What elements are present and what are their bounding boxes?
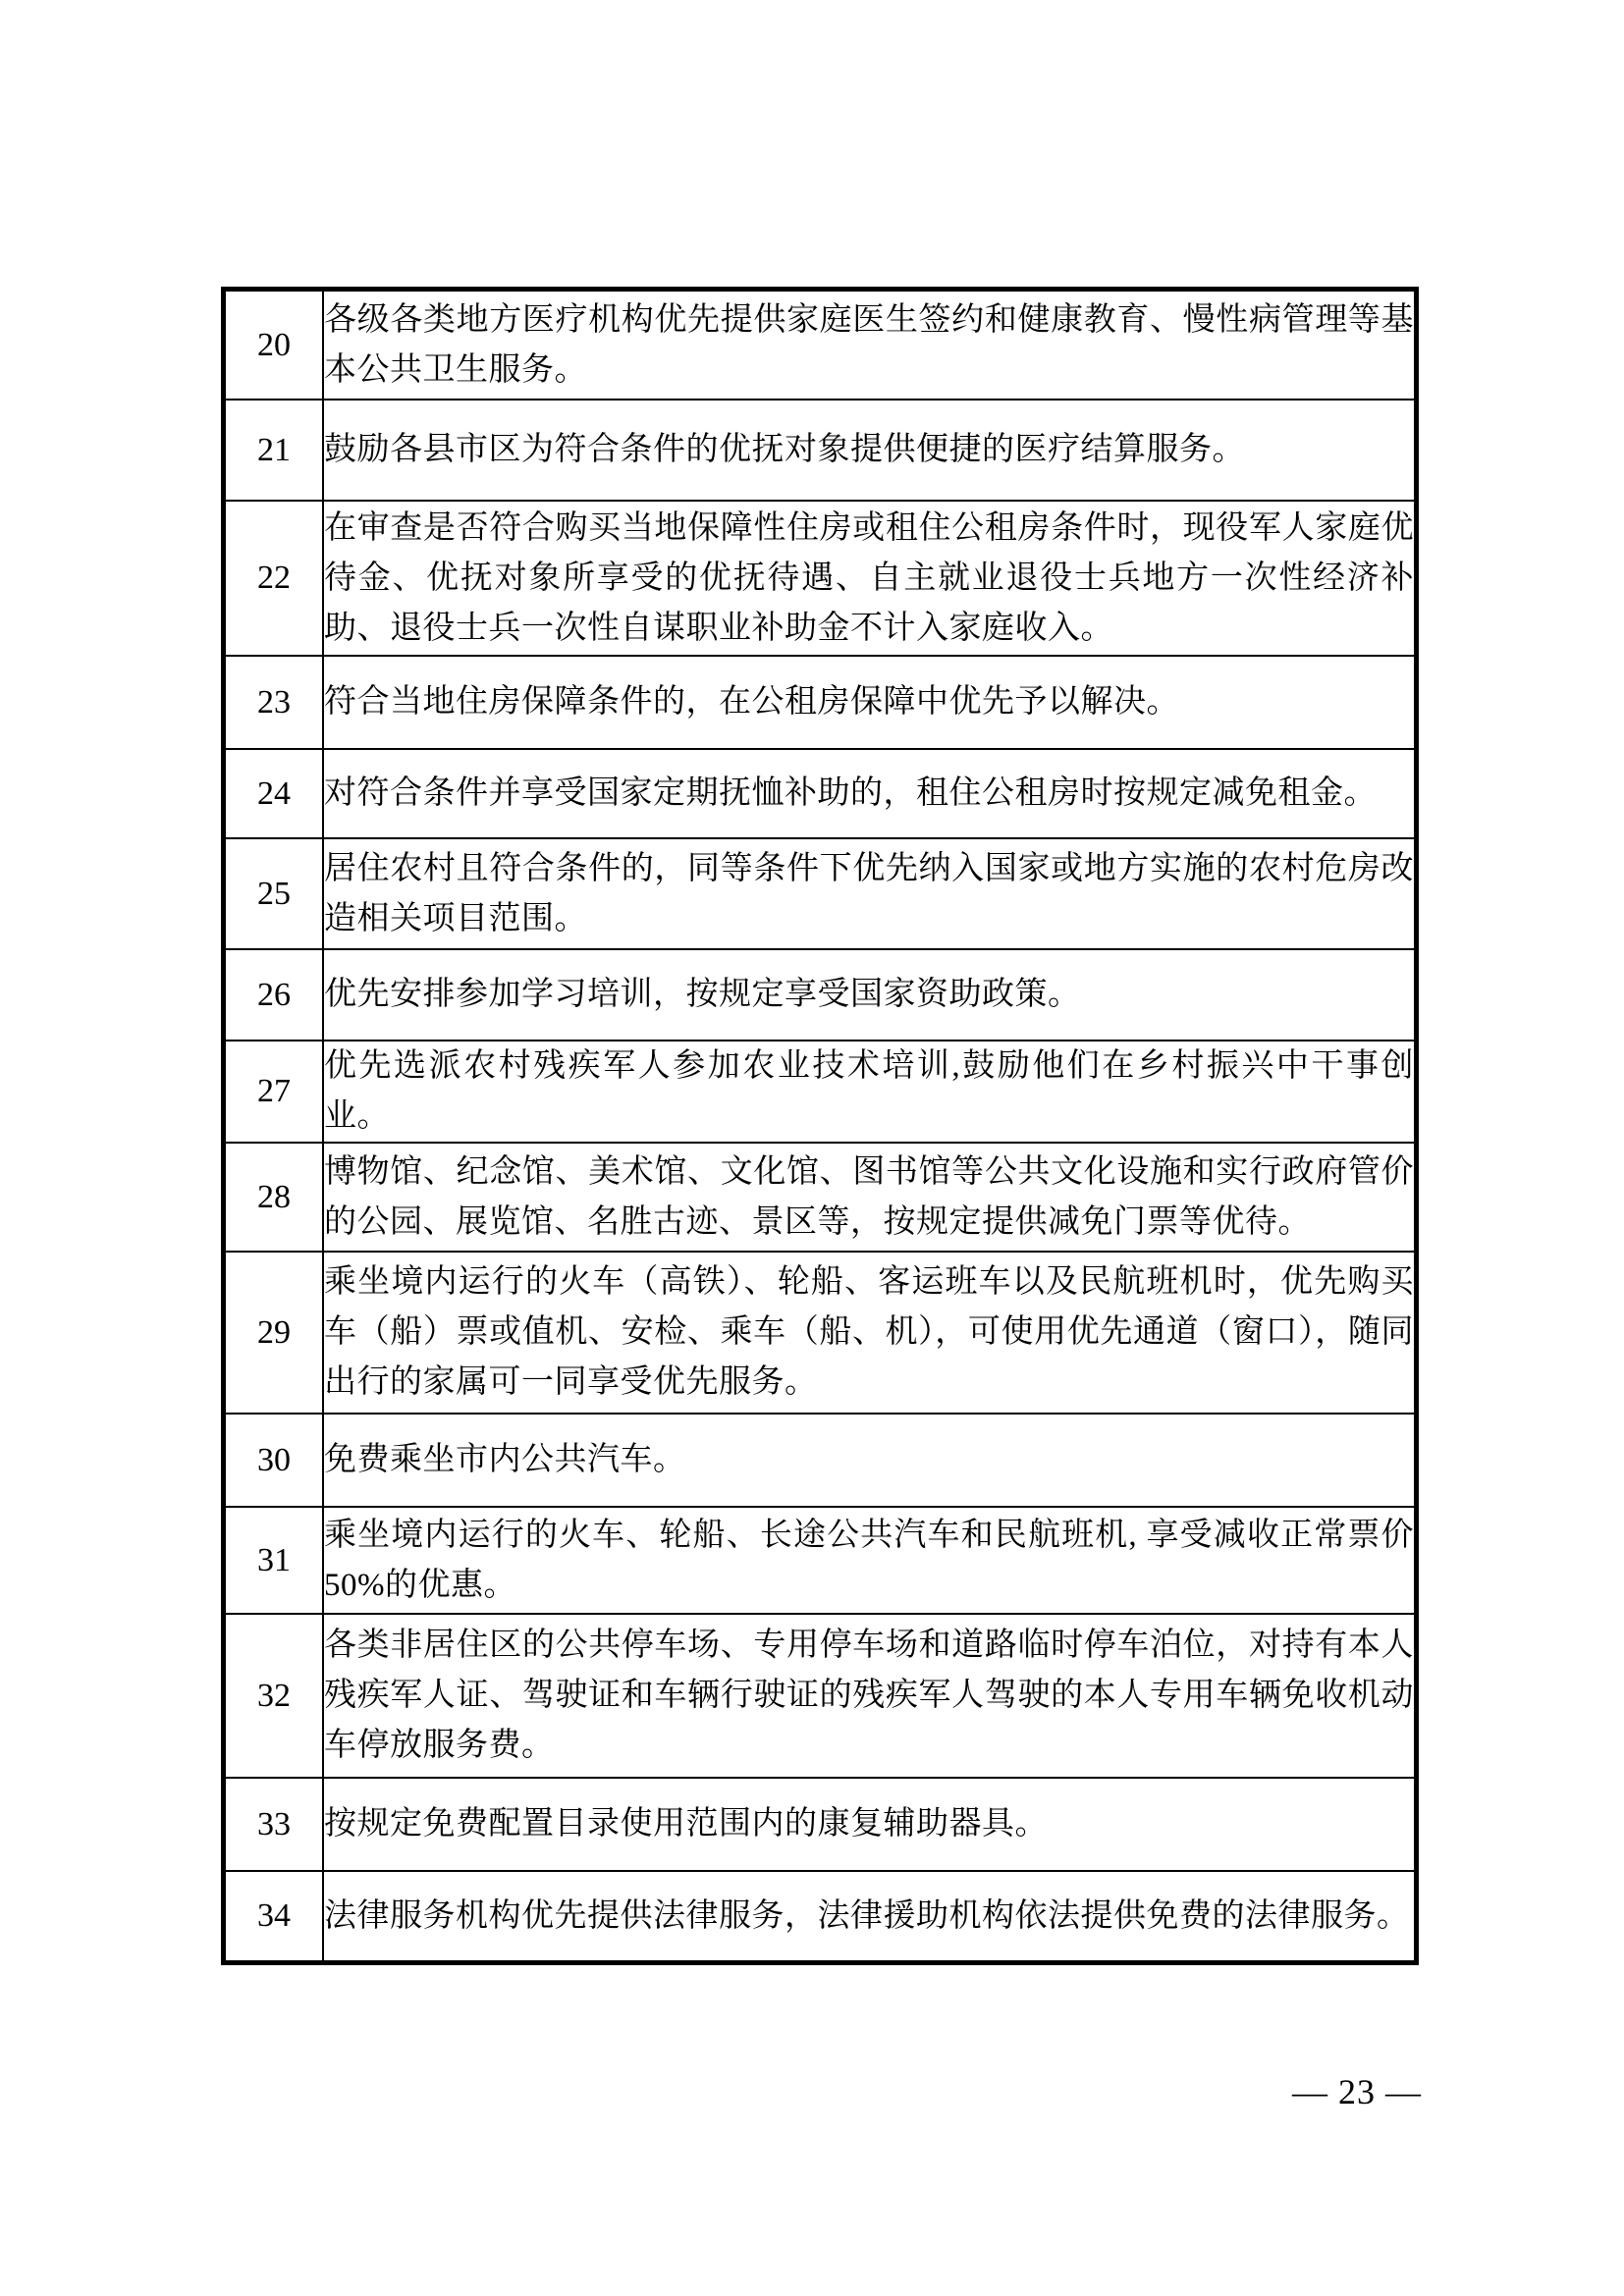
table-row (224, 656, 1417, 749)
row-text: 按规定免费配置目录使用范围内的康复辅助器具。 (323, 1778, 1417, 1871)
table-row (224, 1871, 1417, 1963)
row-number: 22 (224, 501, 324, 656)
row-text: 居住农村且符合条件的，同等条件下优先纳入国家或地方实施的农村危房改造相关项目范围。 (323, 838, 1417, 949)
row-number: 21 (224, 400, 324, 501)
row-number: 23 (224, 656, 324, 749)
row-number: 29 (224, 1252, 324, 1414)
row-number: 20 (224, 290, 324, 400)
table-row (224, 838, 1417, 949)
row-text: 在审查是否符合购买当地保障性住房或租住公租房条件时，现役军人家庭优待金、优抚对象所享受的优抚待遇、自主就业退役士兵地方一次性经济补助、退役士兵一次性自谋职业补助金不计入家庭收入。 (323, 501, 1417, 656)
row-text: 法律服务机构优先提供法律服务，法律援助机构依法提供免费的法律服务。 (323, 1871, 1417, 1963)
row-text: 各类非居住区的公共停车场、专用停车场和道路临时停车泊位，对持有本人残疾军人证、驾驶证和车辆行驶证的残疾军人驾驶的本人专用车辆免收机动车停放服务费。 (323, 1614, 1417, 1778)
benefits-table (221, 287, 1419, 1965)
table-row (224, 749, 1417, 838)
table-row (224, 501, 1417, 656)
row-number: 30 (224, 1414, 324, 1507)
table-row (224, 1252, 1417, 1414)
row-number: 26 (224, 949, 324, 1041)
table-row (224, 1507, 1417, 1614)
table-row (224, 400, 1417, 501)
row-text: 优先选派农村残疾军人参加农业技术培训,鼓励他们在乡村振兴中干事创业。 (323, 1041, 1417, 1143)
benefits-table-body (224, 290, 1417, 1963)
row-text: 符合当地住房保障条件的，在公租房保障中优先予以解决。 (323, 656, 1417, 749)
row-number: 27 (224, 1041, 324, 1143)
table-row (224, 1414, 1417, 1507)
table-row (224, 1041, 1417, 1143)
row-number: 34 (224, 1871, 324, 1963)
table-row (224, 1614, 1417, 1778)
row-text: 优先安排参加学习培训，按规定享受国家资助政策。 (323, 949, 1417, 1041)
page-number: — 23 — (1292, 2072, 1422, 2111)
table-row (224, 1778, 1417, 1871)
row-number: 24 (224, 749, 324, 838)
row-text: 乘坐境内运行的火车、轮船、长途公共汽车和民航班机, 享受减收正常票价 50%的优惠。 (323, 1507, 1417, 1614)
row-text: 鼓励各县市区为符合条件的优抚对象提供便捷的医疗结算服务。 (323, 400, 1417, 501)
row-text: 各级各类地方医疗机构优先提供家庭医生签约和健康教育、慢性病管理等基本公共卫生服务。 (323, 290, 1417, 400)
row-text: 免费乘坐市内公共汽车。 (323, 1414, 1417, 1507)
row-number: 25 (224, 838, 324, 949)
row-text: 对符合条件并享受国家定期抚恤补助的，租住公租房时按规定减免租金。 (323, 749, 1417, 838)
row-text: 乘坐境内运行的火车（高铁）、轮船、客运班车以及民航班机时，优先购买车（船）票或值机、安检、乘车（船、机），可使用优先通道（窗口），随同出行的家属可一同享受优先服务。 (323, 1252, 1417, 1414)
row-number: 33 (224, 1778, 324, 1871)
row-text: 博物馆、纪念馆、美术馆、文化馆、图书馆等公共文化设施和实行政府管价的公园、展览馆、名胜古迹、景区等，按规定提供减免门票等优待。 (323, 1143, 1417, 1252)
table-row (224, 290, 1417, 400)
row-number: 32 (224, 1614, 324, 1778)
table-row (224, 949, 1417, 1041)
table-row (224, 1143, 1417, 1252)
row-number: 28 (224, 1143, 324, 1252)
row-number: 31 (224, 1507, 324, 1614)
